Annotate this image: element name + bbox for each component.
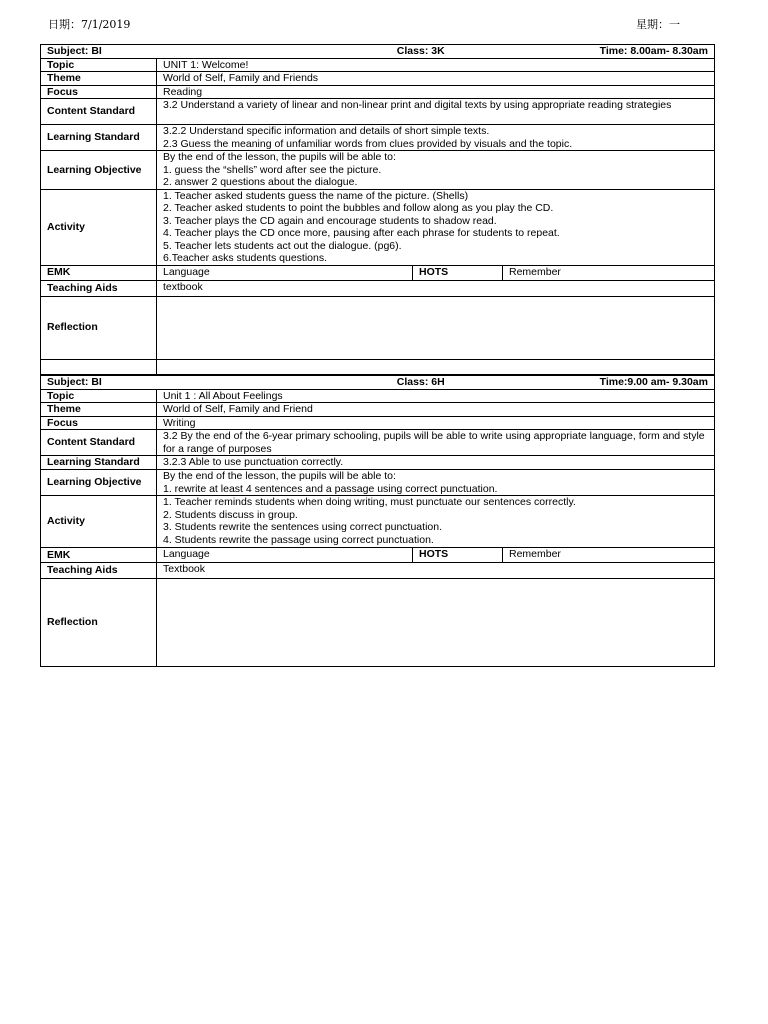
hots-label: HOTS	[413, 265, 503, 280]
content-standard-value: 3.2 By the end of the 6-year primary schooling, pupils will be able to write using appropriate language, form and style for a range of purposes	[157, 430, 715, 456]
objective-value	[157, 470, 715, 496]
learning-standard-value	[157, 125, 715, 151]
activity-row	[41, 189, 715, 265]
emk-value: Language	[157, 265, 413, 280]
reflection-row	[41, 296, 715, 359]
focus-value: Writing	[157, 416, 715, 430]
objective-row	[41, 470, 715, 496]
activity-value	[157, 496, 715, 548]
activity-label: Activity	[41, 496, 157, 548]
learning-standard-label: Learning Standard	[41, 125, 157, 151]
activity-step: 3. Teacher plays the CD again and encourage students to shadow read.	[163, 214, 497, 227]
reflection-value	[157, 579, 715, 667]
theme-row	[41, 72, 715, 86]
time-label: Time:9.00 am- 9.30am	[599, 376, 708, 388]
objective-line: 2. answer 2 questions about the dialogue.	[163, 176, 358, 188]
activity-step: 4. Teacher plays the CD once more, pausing after each phrase for students to repeat.	[163, 227, 560, 239]
content-standard-value: 3.2 Understand a variety of linear and non-linear print and digital texts by using appropriate reading strategies	[157, 99, 715, 125]
day-header: 星期：一	[636, 18, 680, 31]
activity-value	[157, 189, 715, 265]
spacer-cell	[157, 359, 715, 374]
activity-step: 6.Teacher asks students questions.	[163, 252, 328, 264]
spacer-row	[41, 359, 715, 374]
theme-label: Theme	[41, 72, 157, 86]
objective-line: 1. rewrite at least 4 sentences and a passage using correct punctuation.	[163, 482, 498, 495]
objective-line: 1. guess the “shells” word after see the picture.	[163, 163, 382, 176]
objective-row	[41, 151, 715, 190]
subject-row	[41, 45, 715, 59]
topic-label: Topic	[41, 58, 157, 72]
activity-row	[41, 496, 715, 548]
lesson-plan-table-1	[40, 44, 715, 375]
objective-line: By the end of the lesson, the pupils will be able to:	[163, 470, 396, 482]
activity-step: 1. Teacher reminds students when doing writing, must punctuate our sentences correctly.	[163, 496, 576, 508]
hots-label: HOTS	[413, 548, 503, 563]
subject-label: Subject: BI	[47, 45, 102, 57]
subject-row	[41, 376, 715, 390]
teaching-aids-row	[41, 563, 715, 579]
learning-standard-row	[41, 125, 715, 151]
content-standard-row	[41, 430, 715, 456]
topic-label: Topic	[41, 389, 157, 403]
objective-line: By the end of the lesson, the pupils will be able to:	[163, 151, 396, 163]
time-label: Time: 8.00am- 8.30am	[599, 45, 708, 57]
learning-standard-value: 3.2.3 Able to use punctuation correctly.	[157, 456, 715, 470]
subject-label: Subject: BI	[47, 376, 102, 388]
content-standard-label: Content Standard	[41, 99, 157, 125]
teaching-aids-value: textbook	[157, 280, 715, 296]
emk-label: EMK	[41, 548, 157, 563]
class-label: Class: 3K	[396, 45, 445, 57]
emk-value: Language	[157, 548, 413, 563]
activity-step: 5. Teacher lets students act out the dialogue. (pg6).	[163, 239, 402, 252]
reflection-label: Reflection	[41, 296, 157, 359]
date-header: 日期：7/1/2019	[48, 18, 131, 31]
reflection-label: Reflection	[41, 579, 157, 667]
focus-value: Reading	[157, 85, 715, 99]
teaching-aids-row	[41, 280, 715, 296]
teaching-aids-label: Teaching Aids	[41, 563, 157, 579]
hots-value: Remember	[503, 548, 715, 563]
emk-row	[41, 265, 715, 280]
lesson-plan-table-2	[40, 375, 715, 667]
topic-value: UNIT 1: Welcome!	[157, 58, 715, 72]
topic-row	[41, 58, 715, 72]
theme-label: Theme	[41, 403, 157, 417]
reflection-value	[157, 296, 715, 359]
reflection-row	[41, 579, 715, 667]
teaching-aids-label: Teaching Aids	[41, 280, 157, 296]
focus-row	[41, 416, 715, 430]
teaching-aids-value: Textbook	[157, 563, 715, 579]
content-standard-label: Content Standard	[41, 430, 157, 456]
learning-standard-label: Learning Standard	[41, 456, 157, 470]
class-label: Class: 6H	[396, 376, 445, 388]
spacer-cell	[41, 359, 157, 374]
objective-label: Learning Objective	[41, 470, 157, 496]
activity-step: 3. Students rewrite the sentences using correct punctuation.	[163, 521, 442, 533]
topic-row	[41, 389, 715, 403]
focus-label: Focus	[41, 85, 157, 99]
activity-step: 2. Teacher asked students to point the bubbles and follow along as you play the CD.	[163, 202, 554, 214]
topic-value: Unit 1 : All About Feelings	[157, 389, 715, 403]
activity-step: 4. Students rewrite the passage using correct punctuation.	[163, 533, 434, 546]
learning-standard-row	[41, 456, 715, 470]
hots-value: Remember	[503, 265, 715, 280]
emk-label: EMK	[41, 265, 157, 280]
learning-standard-line: 2.3 Guess the meaning of unfamiliar words from clues provided by visuals and the topic.	[163, 137, 573, 150]
content-standard-row	[41, 99, 715, 125]
focus-row	[41, 85, 715, 99]
learning-standard-line: 3.2.2 Understand specific information and details of short simple texts.	[163, 125, 490, 137]
focus-label: Focus	[41, 416, 157, 430]
objective-label: Learning Objective	[41, 151, 157, 190]
emk-row	[41, 548, 715, 563]
activity-step: 2. Students discuss in group.	[163, 508, 298, 521]
theme-value: World of Self, Family and Friends	[157, 72, 715, 86]
activity-step: 1. Teacher asked students guess the name of the picture. (Shells)	[163, 189, 469, 202]
theme-value: World of Self, Family and Friend	[157, 403, 715, 417]
theme-row	[41, 403, 715, 417]
objective-value	[157, 151, 715, 190]
activity-label: Activity	[41, 189, 157, 265]
